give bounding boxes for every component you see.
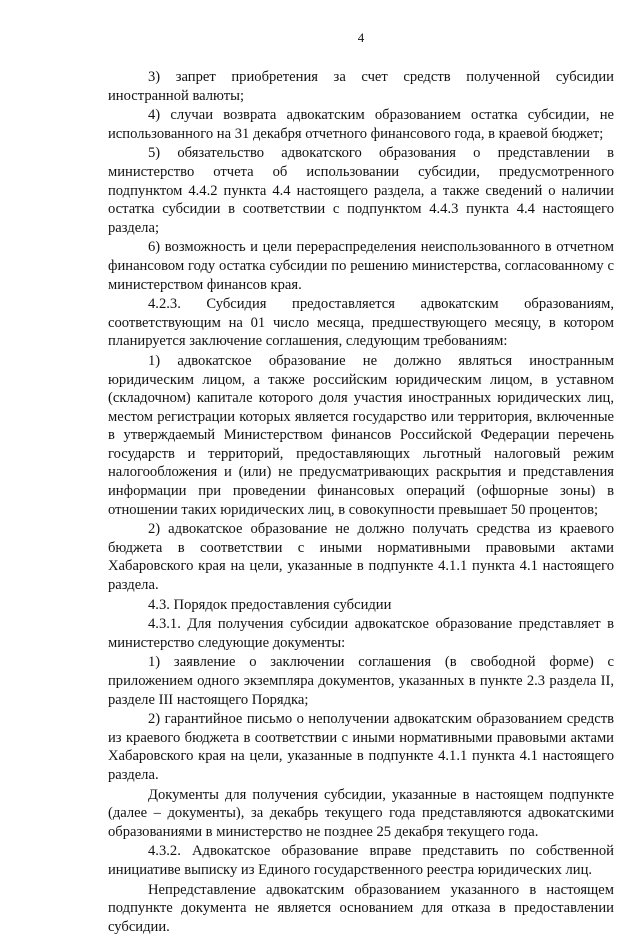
paragraph-non-submission: Непредставление адвокатским образованием указанного в настоящем подпункте документа не является основанием для отказа в предоставлении субсидии. [108, 881, 614, 935]
paragraph-document-1: 1) заявление о заключении соглашения (в свободной форме) с приложением одного экземпляра документов, указанных в пункте 2.3 раздела II, разделе III настоящего Порядка; [108, 654, 614, 708]
paragraph-4-2-3: 4.2.3. Субсидия предоставляется адвокатским образованиям, соответствующим на 01 число месяца, предшествующего месяцу, в котором планируется заключение соглашения, следующим требованиям: [108, 296, 614, 350]
paragraph-item-3: 3) запрет приобретения за счет средств полученной субсидии иностранной валюты; [108, 69, 614, 104]
page-number: 4 [357, 30, 365, 45]
document-body [108, 68, 614, 936]
paragraph-item-5: 5) обязательство адвокатского образования о представлении в министерство отчета об использовании субсидии, предусмотренного подпунктом 4.4.2 пункта 4.4 настоящего раздела, а также сведений о наличии остатка субсидии в соответствии с подпунктом 4.4.3 пункта 4.4 настоящего раздела; [108, 145, 614, 236]
paragraph-item-6: 6) возможность и цели перераспределения неиспользованного в отчетном финансовом году остатка субсидии по решению министерства, согласованному с министерством финансов края. [108, 239, 614, 293]
paragraph-documents-deadline: Документы для получения субсидии, указанные в настоящем подпункте (далее – документы), за декабрь текущего года представляются адвокатскими образованиями в министерство не позднее 25 декабря текущего года. [108, 786, 614, 840]
paragraph-document-2: 2) гарантийное письмо о неполучении адвокатским образованием средств из краевого бюджета в соответствии с иными нормативными правовыми актами Хабаровского края на цели, указанные в подпункте 4.1.1 пункта 4.1 настоящего раздела. [108, 711, 614, 783]
paragraph-requirement-2: 2) адвокатское образование не должно получать средства из краевого бюджета в соответствии с иными нормативными правовыми актами Хабаровского края на цели, указанные в подпункте 4.1.1 пункта 4.1 настоящего раздела. [108, 521, 614, 594]
paragraph-requirement-1: 1) адвокатское образование не должно являться иностранным юридическим лицом, а также российским юридическим лицом, в уставном (складочном) капитале которого доля участия иностранных юридических лиц, местом регистрации которых является государство или территория, включенные в утверждаемый Министерством финансов Российской Федерации перечень государств и территорий, предоставляющих льготный налоговый режим налогообложения и (или) не предусматривающих раскрытия и представления информации при проведении финансовых операций (офшорные зоны) в отношении таких юридических лиц, в совокупности превышает 50 процентов; [108, 352, 614, 518]
paragraph-4-3-1: 4.3.1. Для получения субсидии адвокатское образование представляет в министерство следующие документы: [108, 616, 614, 651]
paragraph-4-3-2: 4.3.2. Адвокатское образование вправе представить по собственной инициативе выписку из Единого государственного реестра юридических лиц. [108, 843, 614, 878]
paragraph-item-4: 4) случаи возврата адвокатским образованием остатка субсидии, не использованного на 31 декабря отчетного финансового года, в краевой бюджет; [108, 107, 614, 142]
section-heading-4-3: 4.3. Порядок предоставления субсидии [148, 596, 392, 613]
